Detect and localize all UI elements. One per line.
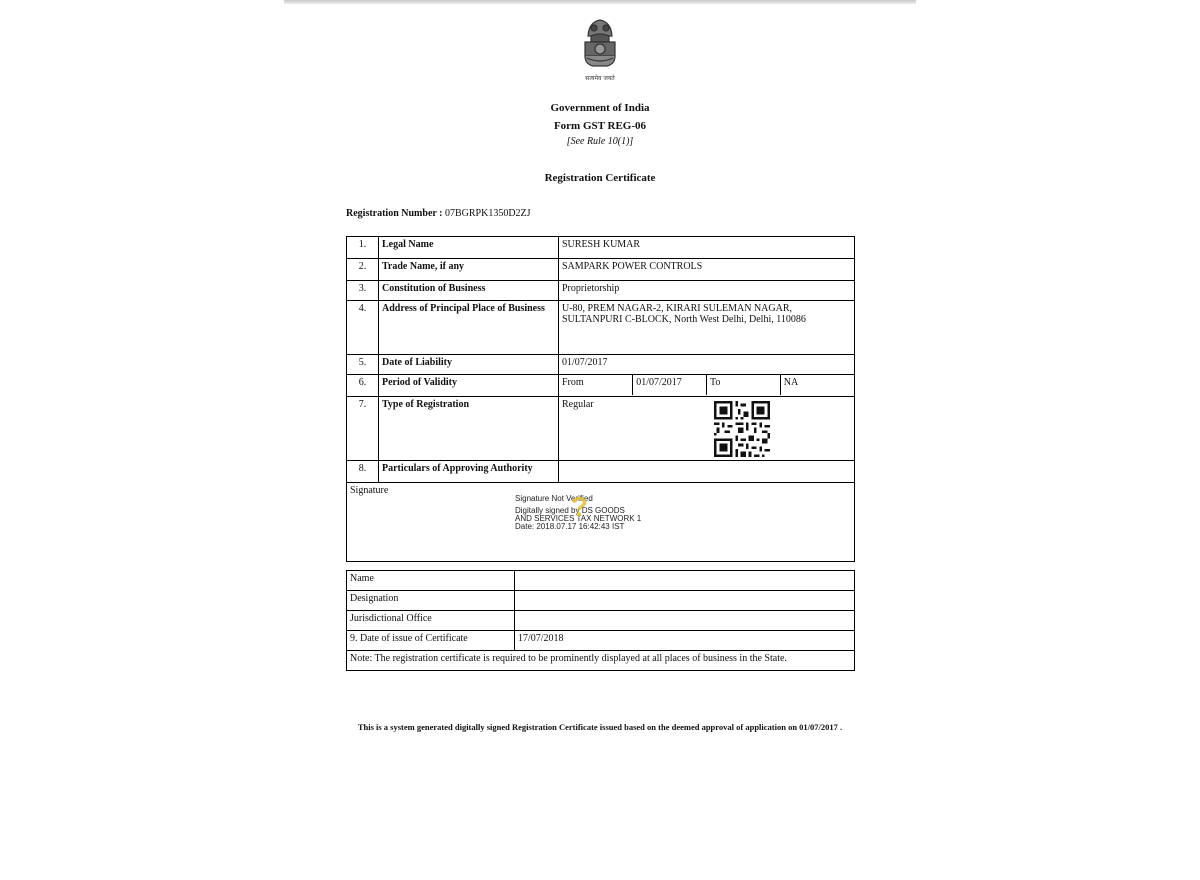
validity-grid — [559, 375, 854, 395]
signature-signer-line2: AND SERVICES TAX NETWORK 1 — [515, 514, 642, 523]
table-row — [347, 355, 855, 375]
issue-date-value: 17/07/2018 — [515, 631, 855, 651]
validity-from-label: From — [559, 375, 633, 395]
row-value: SAMPARK POWER CONTROLS — [559, 259, 855, 281]
officer-name-value — [515, 571, 855, 591]
registration-number-label: Registration Number : — [346, 208, 443, 219]
signature-label: Signature — [350, 485, 389, 496]
table-row — [347, 301, 855, 355]
row-number: 2. — [347, 259, 379, 281]
registration-number-value: 07BGRPK1350D2ZJ — [444, 208, 531, 219]
officer-table — [346, 570, 855, 671]
row-value: 01/07/2017 — [559, 355, 855, 375]
row-number: 7. — [347, 397, 379, 461]
validity-from-value: 01/07/2017 — [633, 375, 707, 395]
signature-row — [347, 483, 855, 562]
signature-date: Date: 2018.07.17 16:42:43 IST — [515, 522, 625, 531]
certificate-table — [346, 236, 855, 562]
table-row — [347, 611, 855, 631]
table-row — [347, 461, 855, 483]
table-row — [347, 571, 855, 591]
row-value — [559, 461, 855, 483]
row-value: U-80, PREM NAGAR-2, KIRARI SULEMAN NAGAR, SULTANPURI C-BLOCK, North West Delhi, Delhi, 110086 — [559, 301, 855, 355]
viewer-top-edge — [284, 0, 916, 4]
row-value: Proprietorship — [559, 281, 855, 301]
form-heading: Form GST REG-06 — [553, 120, 647, 132]
row-label: Particulars of Approving Authority — [379, 461, 559, 483]
validity-to-label: To — [707, 375, 781, 395]
qr-code-icon — [714, 401, 770, 457]
registration-number — [346, 208, 531, 219]
row-value: SURESH KUMAR — [559, 237, 855, 259]
government-heading: Government of India — [550, 102, 650, 114]
table-row — [347, 397, 855, 461]
table-row — [347, 281, 855, 301]
national-emblem-icon — [571, 14, 629, 84]
validity-row — [347, 375, 855, 397]
validity-to-value: NA — [783, 377, 799, 388]
designation-label: Designation — [347, 591, 515, 611]
row-number: 5. — [347, 355, 379, 375]
table-row — [347, 631, 855, 651]
table-row — [347, 591, 855, 611]
signature-signer-line1: Digitally signed by DS GOODS — [515, 506, 625, 515]
signature-unverified-icon: ? — [571, 491, 589, 522]
svg-text:सत्यमेव जयते: सत्यमेव जयते — [585, 75, 615, 82]
row-number: 1. — [347, 237, 379, 259]
certificate-title: Registration Certificate — [544, 172, 656, 184]
display-note: Note: The registration certificate is required to be prominently displayed at all places of business in the State. — [347, 651, 855, 671]
table-row — [347, 651, 855, 671]
row-number: 6. — [347, 375, 379, 397]
row-label: Legal Name — [379, 237, 559, 259]
row-label: Period of Validity — [379, 375, 559, 397]
designation-value — [515, 591, 855, 611]
signature-status: Signature Not Verified — [515, 494, 593, 503]
row-label: Address of Principal Place of Business — [379, 301, 559, 355]
issue-date-label: 9. Date of issue of Certificate — [347, 631, 515, 651]
officer-name-label: Name — [347, 571, 515, 591]
jurisdictional-office-value — [515, 611, 855, 631]
row-label: Date of Liability — [379, 355, 559, 375]
row-number: 8. — [347, 461, 379, 483]
rule-reference: [See Rule 10(1)] — [566, 136, 634, 147]
row-label: Type of Registration — [379, 397, 559, 461]
row-label: Constitution of Business — [379, 281, 559, 301]
row-label: Trade Name, if any — [379, 259, 559, 281]
signature-box — [347, 483, 854, 561]
table-row — [347, 259, 855, 281]
row-number: 4. — [347, 301, 379, 355]
table-row — [347, 237, 855, 259]
jurisdictional-office-label: Jurisdictional Office — [347, 611, 515, 631]
system-generated-footer: This is a system generated digitally signed Registration Certificate issued based on the deemed approval of application on 01/07/2017 . — [357, 722, 843, 732]
row-number: 3. — [347, 281, 379, 301]
row-value: Regular — [562, 399, 594, 410]
